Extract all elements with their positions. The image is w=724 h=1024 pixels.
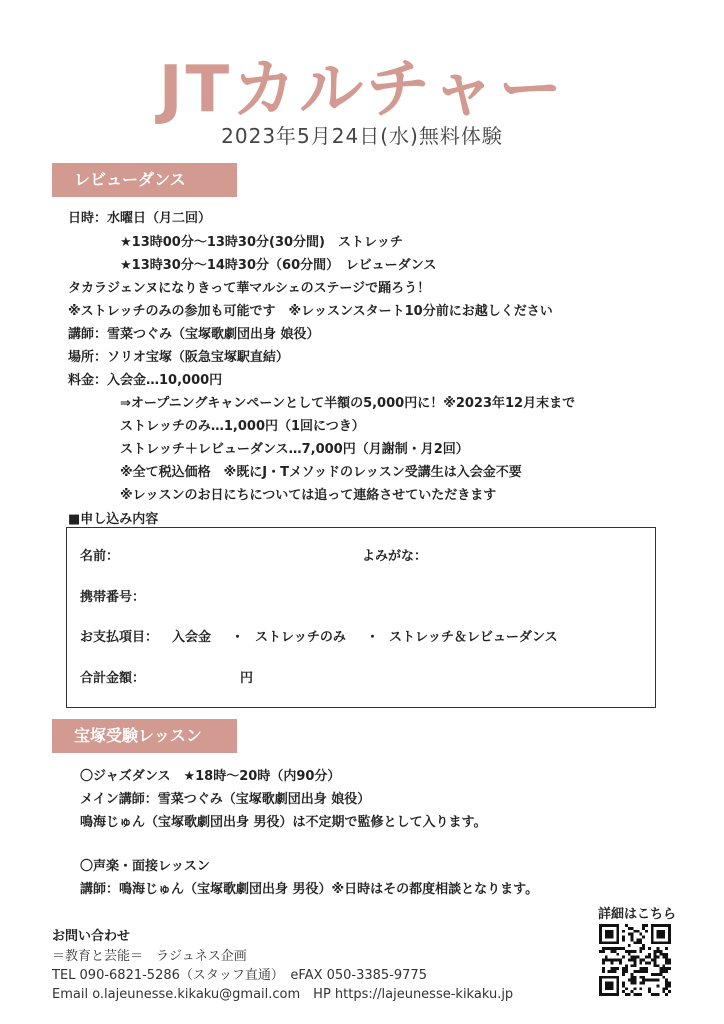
phone-field[interactable]	[160, 583, 460, 605]
note-line: ※ストレッチのみの参加も可能です ※レッスンスタート10分前にお越しください	[68, 304, 553, 319]
form-heading: ■申し込み内容	[68, 512, 159, 527]
yen-unit: 円	[240, 671, 254, 686]
contact-note-line: ※レッスンのお日にちについては追って連絡させていただきます	[120, 488, 497, 503]
vocal-interview-line: 〇声楽・面接レッスン	[80, 859, 210, 874]
kana-field[interactable]	[440, 542, 640, 564]
tax-note-line: ※全て税込価格 ※既にJ・Tメソッドのレッスン受講生は入会金不要	[120, 465, 522, 480]
campaign-line: ⇒オープニングキャンペーンとして半額の5,000円に！※2023年12月末まで	[120, 396, 576, 411]
contact-heading: お問い合わせ	[52, 929, 131, 944]
stretch-fee-line: ストレッチのみ…1,000円（1回につき）	[120, 419, 365, 434]
supervisor-line: 鳴海じゅん（宝塚歌劇団出身 男役）は不定期で監修として入ります。	[80, 815, 487, 830]
organization-name: ＝教育と芸能＝ ラジュネス企画	[52, 949, 247, 964]
stretch-time-line: ★13時00分〜13時30分(30分間) ストレッチ	[120, 235, 403, 250]
total-label: 合計金額：	[80, 671, 146, 686]
qr-caption: 詳細はこちら	[598, 907, 677, 922]
main-instructor-line: メイン講師：雪菜つぐみ（宝塚歌劇団出身 娘役）	[80, 792, 371, 807]
total-field[interactable]	[160, 664, 235, 686]
payment-option-stretch-revue[interactable]: ストレッチ＆レビューダンス	[389, 630, 558, 645]
location-line: 場所：ソリオ宝塚（阪急宝塚駅直結）	[68, 350, 289, 365]
revue-time-line: ★13時30分〜14時30分（60分間） レビューダンス	[120, 258, 437, 273]
payment-option-entry-fee[interactable]: 入会金	[172, 630, 212, 645]
email-hp-line[interactable]: Email o.lajeunesse.kikaku@gmail.com HP https://lajeunesse-kikaku.jp	[52, 987, 514, 1002]
payment-separator: ・	[366, 630, 380, 645]
schedule-line: 日時：水曜日（月二回）	[68, 211, 212, 226]
section-banner-revue: レビューダンス	[52, 163, 237, 197]
section-banner-takarazuka: 宝塚受験レッスン	[52, 719, 237, 753]
combo-fee-line: ストレッチ＋レビューダンス…7,000円（月謝制・月2回）	[120, 442, 469, 457]
phone-label: 携帯番号：	[80, 590, 146, 605]
tagline: タカラジェンヌになりきって華マルシェのステージで踊ろう！	[68, 281, 431, 296]
page-subtitle: 2023年5月24日(水)無料体験	[221, 124, 503, 148]
kana-label: よみがな：	[362, 549, 428, 564]
qr-code-icon[interactable]	[599, 924, 671, 996]
instructor-line: 講師：雪菜つぐみ（宝塚歌劇団出身 娘役）	[68, 327, 320, 342]
name-field[interactable]	[140, 542, 340, 564]
vocal-instructor-line: 講師：鳴海じゅん（宝塚歌劇団出身 男役）※日時はその都度相談となります。	[80, 882, 539, 897]
page-title: JTカルチャー	[158, 53, 566, 127]
payment-separator: ・	[231, 630, 245, 645]
fee-line: 料金：入会金…10,000円	[68, 373, 223, 388]
payment-label: お支払項目：	[80, 630, 159, 645]
jazz-dance-line: 〇ジャズダンス ★18時〜20時（内90分）	[80, 769, 341, 784]
name-label: 名前：	[80, 549, 120, 564]
payment-option-stretch[interactable]: ストレッチのみ	[255, 630, 346, 645]
tel-fax-line: TEL 090-6821-5286（スタッフ直通） eFAX 050-3385-9775	[52, 968, 427, 983]
